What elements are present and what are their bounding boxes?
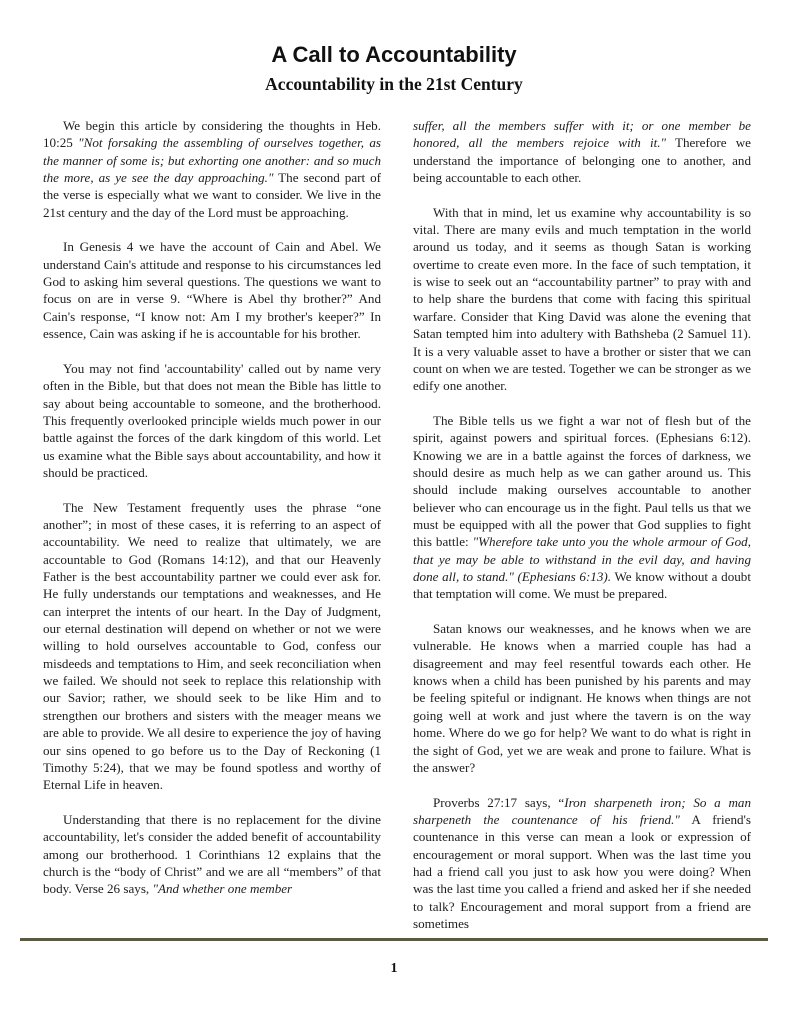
right-column bbox=[413, 117, 752, 931]
scripture-quote: "And whether one member bbox=[152, 881, 293, 897]
paragraph-text: Proverbs 27:17 says, “ bbox=[433, 794, 565, 810]
page-header bbox=[0, 40, 788, 96]
scripture-quote: Iron sharpeneth iron; So a man sharpeneth the countenance of his friend." bbox=[413, 794, 751, 827]
paragraph bbox=[43, 117, 381, 221]
paragraph-text: Therefore we understand the importance of belonging one to another, and being accountable to each other. bbox=[413, 135, 751, 186]
paragraph bbox=[43, 811, 381, 898]
paragraph-text: Understanding that there is no replacement for the divine accountability, let's consider the added benefit of accountability among our brotherhood. 1 Corinthians 12 explains that the church is the “body of Christ” and we are all “members” of that body. Verse 26 says, bbox=[43, 811, 381, 897]
article-subtitle: Accountability in the 21st Century bbox=[265, 74, 523, 94]
paragraph: You may not find 'accountability' called out by name very often in the Bible, but that does not mean the Bible has little to say about being accountable to someone, and the brotherhood. This frequently overlooked principle wields much power in our battle against the forces of the dark kingdom of this world. Let us examine what the Bible says about accountability, and how it should be practiced. bbox=[43, 360, 381, 480]
footer-rule bbox=[20, 938, 768, 941]
scripture-quote: "Not forsaking the assembling of ourselves together, as the manner of some is; but exhorting one another: and so much the more, as ye see the day approaching." bbox=[43, 135, 381, 186]
paragraph-text: The second part of the verse is especially what we want to consider. We live in the 21st century and the day of the Lord must be approaching. bbox=[43, 170, 382, 220]
scripture-quote: "Wherefore take unto you the whole armour of God, that ye may be able to withstand in the evil day, and having done all, to stand." (Ephesians 6:13). bbox=[413, 534, 751, 585]
left-column bbox=[43, 117, 381, 912]
paragraph-text: The Bible tells us we fight a war not of flesh but of the spirit, against powers and spiritual forces. (Ephesians 6:12). Knowing we are in a battle against the forces of darkness, we should desire as much help as we can gather around us. This should include making ourselves accountable to another believer who can encourage us in the fight. Paul tells us that we must be equipped with all the power that God supplies to fight this battle: bbox=[413, 412, 751, 550]
paragraph: The New Testament frequently uses the phrase “one another”; in most of these cases, it is referring to an aspect of accountability. We need to realize that ultimately, we are accountable to God (Romans 14:12), and that our Heavenly Father is the best accountability partner we could ever ask for. He fully understands our temptations and weaknesses, and He can interpret the intents of our heart. In the Day of Judgment, our eternal destination will depend on whether or not we were willing to hold ourselves accountable to God, confess our misdeeds and temptations to Him, and seek reconciliation when we failed. We should not seek to replace this relationship with our Savior; rather, we should seek to be like Him and to strengthen our brothers and sisters with the meager means we are able to provide. We all desire to experience the joy of having our sins opened to go before us to the Day of Reckoning (1 Timothy 5:24), that we may be found spotless and worthy of Eternal Life in heaven. bbox=[43, 499, 381, 793]
scripture-quote: suffer, all the members suffer with it; or one member be honored, all the members rejoice with it." bbox=[413, 118, 751, 151]
paragraph bbox=[413, 117, 751, 186]
article-title: A Call to Accountability bbox=[271, 42, 517, 67]
paragraph bbox=[413, 412, 751, 603]
paragraph bbox=[413, 794, 751, 933]
paragraph: Satan knows our weaknesses, and he knows when we are vulnerable. He knows when a married couple has had a disagreement and may feel resentful towards each other. He knows when a child has been punished by his parents and may be feeling spiteful or indignant. He knows when things are not going well at work and just where the tavern is on the way home. Where do we go for help? We want to do what is right in the sight of God, yet we are weak and prone to failure. What is the answer? bbox=[413, 621, 751, 775]
paragraph-text: A friend's countenance in this verse can mean a look or expression of encouragement or moral support. When was the last time you had a friend call you just to ask how you were doing? When was the last time you called a friend and asked her if she needed to talk? Encouragement and moral support from a friend are sometimes bbox=[413, 811, 752, 931]
paragraph-text: We know without a doubt that temptation will come. We must be prepared. bbox=[413, 569, 751, 602]
paragraph-text: We begin this article by considering the thoughts in Heb. 10:25 bbox=[43, 118, 381, 151]
article-body bbox=[43, 117, 752, 931]
page-number: 1 bbox=[390, 961, 398, 976]
paragraph: In Genesis 4 we have the account of Cain and Abel. We understand Cain's attitude and response to his circumstances led God to asking him several questions. The questions we want to focus on are in verse 9. “Where is Abel thy brother?” And Cain's response, “I know not: Am I my brother's keeper?” In essence, Cain was asking if he is accountable for his brother. bbox=[43, 239, 381, 342]
paragraph: With that in mind, let us examine why accountability is so vital. There are many evils and much temptation in the world around us today, and it seems as though Satan is working overtime to create even more. In the face of such temptation, it is wise to seek out an “accountability partner” to pray with and to help share the burdens that come with facing this spiritual warfare. Consider that King David was alone the evening that Satan tempted him into adultery with Bathsheba (2 Samuel 11). It is a very valuable asset to have a brother or sister that we can count on when we are tested. Together we can be stronger as we edify one another. bbox=[413, 204, 751, 394]
